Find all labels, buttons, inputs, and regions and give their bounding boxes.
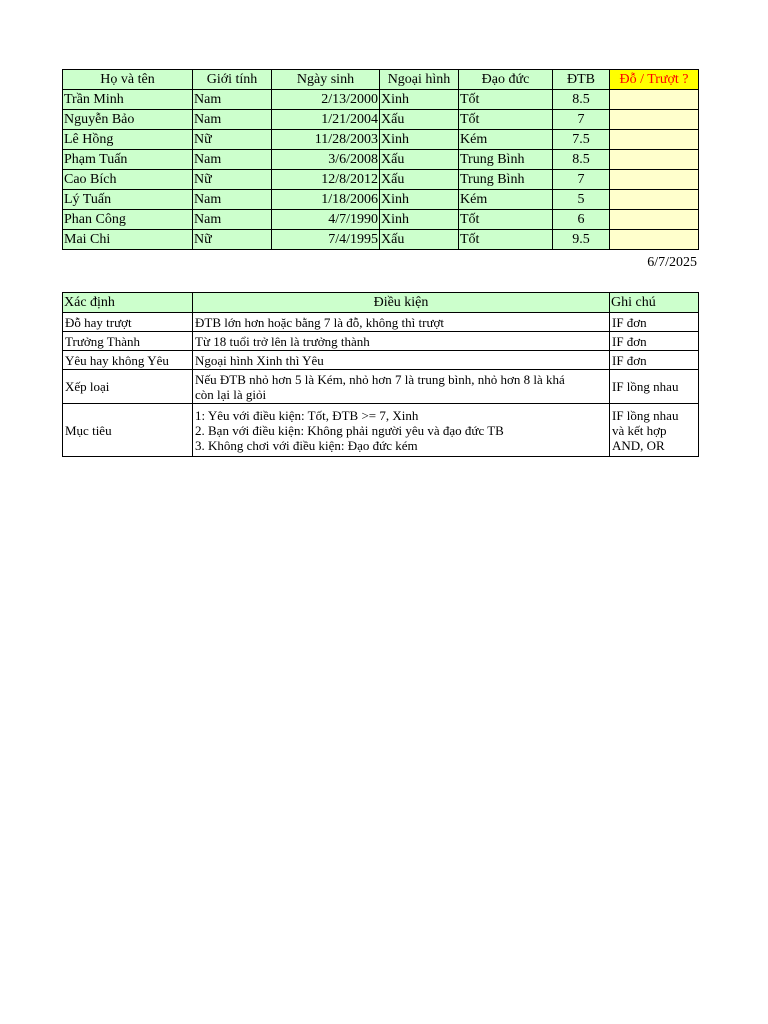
- cell-result[interactable]: [610, 210, 699, 230]
- cell-dob[interactable]: 2/13/2000: [272, 90, 380, 110]
- header-gpa[interactable]: ĐTB: [553, 70, 610, 90]
- header-note[interactable]: Ghi chú: [610, 293, 699, 313]
- cell-looks[interactable]: Xấu: [380, 170, 459, 190]
- cell-result[interactable]: [610, 230, 699, 250]
- cell-gender[interactable]: Nam: [193, 210, 272, 230]
- cell-dob[interactable]: 1/18/2006: [272, 190, 380, 210]
- cell-ethics[interactable]: Trung Bình: [459, 150, 553, 170]
- cell-gender[interactable]: Nữ: [193, 130, 272, 150]
- table-row: [63, 230, 699, 250]
- table-row: [63, 332, 699, 351]
- cell-gpa[interactable]: 8.5: [553, 150, 610, 170]
- table-row: [63, 370, 699, 404]
- cell-looks[interactable]: Xinh: [380, 190, 459, 210]
- student-table-header: [63, 70, 699, 90]
- date-cell[interactable]: 6/7/2025: [647, 255, 697, 270]
- table-row: [63, 90, 699, 110]
- cell-looks[interactable]: Xinh: [380, 210, 459, 230]
- cell-result[interactable]: [610, 150, 699, 170]
- condition-line: còn lại là giỏi: [195, 386, 267, 402]
- cell-gpa[interactable]: 9.5: [553, 230, 610, 250]
- cell-gpa[interactable]: 5: [553, 190, 610, 210]
- condition-line: 3. Không chơi với điều kiện: Đạo đức kém: [195, 437, 418, 453]
- cell-dob[interactable]: 12/8/2012: [272, 170, 380, 190]
- cell-name[interactable]: Mai Chi: [63, 230, 193, 250]
- cell-gpa[interactable]: 7: [553, 110, 610, 130]
- table-row: [63, 351, 699, 370]
- table-row: [63, 210, 699, 230]
- cell-gender[interactable]: Nam: [193, 190, 272, 210]
- cell-condition[interactable]: ĐTB lớn hơn hoặc bằng 7 là đỗ, không thì trượt: [193, 313, 610, 332]
- header-dob[interactable]: Ngày sinh: [272, 70, 380, 90]
- cell-gender[interactable]: Nữ: [193, 230, 272, 250]
- table-row: [63, 130, 699, 150]
- cell-ethics[interactable]: Trung Bình: [459, 170, 553, 190]
- cell-note[interactable]: [610, 404, 699, 457]
- cell-gpa[interactable]: 7.5: [553, 130, 610, 150]
- table-row: [63, 150, 699, 170]
- table-row: [63, 190, 699, 210]
- cell-condition[interactable]: Từ 18 tuổi trở lên là trưởng thành: [193, 332, 610, 351]
- note-line: và kết hợp: [612, 422, 667, 438]
- cell-note[interactable]: IF đơn: [610, 313, 699, 332]
- cell-condition[interactable]: [193, 370, 610, 404]
- cell-gpa[interactable]: 7: [553, 170, 610, 190]
- cell-ethics[interactable]: Tốt: [459, 110, 553, 130]
- conditions-table: [62, 292, 699, 457]
- cell-key[interactable]: Xếp loại: [63, 370, 193, 404]
- cell-looks[interactable]: Xấu: [380, 150, 459, 170]
- cell-name[interactable]: Phan Công: [63, 210, 193, 230]
- cell-result[interactable]: [610, 110, 699, 130]
- table-row: [63, 404, 699, 457]
- header-gender[interactable]: Giới tính: [193, 70, 272, 90]
- cell-gpa[interactable]: 8.5: [553, 90, 610, 110]
- cell-ethics[interactable]: Tốt: [459, 90, 553, 110]
- conditions-table-header: [63, 293, 699, 313]
- cell-result[interactable]: [610, 130, 699, 150]
- cell-note[interactable]: IF lồng nhau: [610, 370, 699, 404]
- cell-ethics[interactable]: Tốt: [459, 230, 553, 250]
- cell-condition[interactable]: Ngoại hình Xinh thì Yêu: [193, 351, 610, 370]
- cell-dob[interactable]: 1/21/2004: [272, 110, 380, 130]
- cell-name[interactable]: Nguyễn Bảo: [63, 110, 193, 130]
- header-name[interactable]: Họ và tên: [63, 70, 193, 90]
- cell-looks[interactable]: Xinh: [380, 90, 459, 110]
- cell-looks[interactable]: Xinh: [380, 130, 459, 150]
- cell-gpa[interactable]: 6: [553, 210, 610, 230]
- cell-result[interactable]: [610, 170, 699, 190]
- cell-ethics[interactable]: Kém: [459, 130, 553, 150]
- cell-looks[interactable]: Xấu: [380, 230, 459, 250]
- cell-looks[interactable]: Xấu: [380, 110, 459, 130]
- cell-gender[interactable]: Nam: [193, 90, 272, 110]
- cell-gender[interactable]: Nữ: [193, 170, 272, 190]
- condition-line: 2. Bạn với điều kiện: Không phải người yêu và đạo đức TB: [195, 422, 504, 438]
- cell-name[interactable]: Phạm Tuấn: [63, 150, 193, 170]
- note-line: IF lồng nhau: [612, 407, 679, 423]
- cell-key[interactable]: Yêu hay không Yêu: [63, 351, 193, 370]
- cell-result[interactable]: [610, 190, 699, 210]
- cell-name[interactable]: Trần Minh: [63, 90, 193, 110]
- header-determine[interactable]: Xác định: [63, 293, 193, 313]
- header-looks[interactable]: Ngoại hình: [380, 70, 459, 90]
- header-condition[interactable]: Điều kiện: [193, 293, 610, 313]
- cell-key[interactable]: Đỗ hay trượt: [63, 313, 193, 332]
- condition-line: Nếu ĐTB nhỏ hơn 5 là Kém, nhỏ hơn 7 là trung bình, nhỏ hơn 8 là khá: [195, 371, 565, 387]
- cell-dob[interactable]: 4/7/1990: [272, 210, 380, 230]
- cell-dob[interactable]: 3/6/2008: [272, 150, 380, 170]
- cell-ethics[interactable]: Tốt: [459, 210, 553, 230]
- header-pass-fail[interactable]: Đỗ / Trượt ?: [610, 70, 699, 90]
- table-row: [63, 313, 699, 332]
- cell-key[interactable]: Mục tiêu: [63, 404, 193, 457]
- cell-name[interactable]: Lê Hồng: [63, 130, 193, 150]
- cell-ethics[interactable]: Kém: [459, 190, 553, 210]
- header-ethics[interactable]: Đạo đức: [459, 70, 553, 90]
- note-line: AND, OR: [612, 437, 665, 453]
- cell-name[interactable]: Cao Bích: [63, 170, 193, 190]
- cell-note[interactable]: IF đơn: [610, 351, 699, 370]
- cell-gender[interactable]: Nam: [193, 110, 272, 130]
- table-row: [63, 170, 699, 190]
- cell-dob[interactable]: 11/28/2003: [272, 130, 380, 150]
- condition-line: 1: Yêu với điều kiện: Tốt, ĐTB >= 7, Xinh: [195, 407, 419, 423]
- cell-condition[interactable]: [193, 404, 610, 457]
- cell-key[interactable]: Trưởng Thành: [63, 332, 193, 351]
- cell-result[interactable]: [610, 90, 699, 110]
- cell-gender[interactable]: Nam: [193, 150, 272, 170]
- cell-note[interactable]: IF đơn: [610, 332, 699, 351]
- cell-dob[interactable]: 7/4/1995: [272, 230, 380, 250]
- table-row: [63, 110, 699, 130]
- student-table: [62, 69, 699, 250]
- cell-name[interactable]: Lý Tuấn: [63, 190, 193, 210]
